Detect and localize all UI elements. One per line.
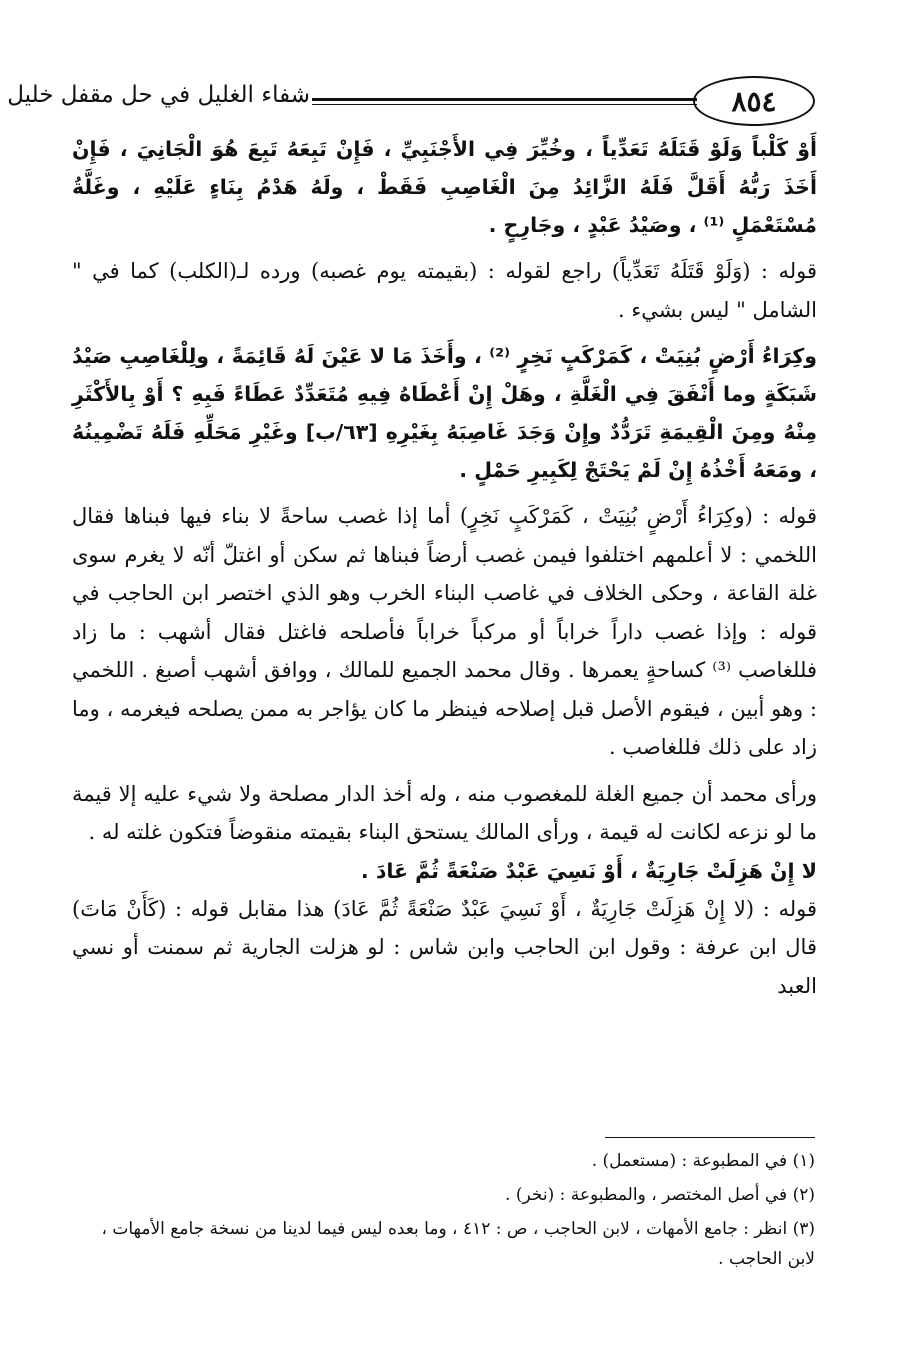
- footnote-3: (٣) انظر : جامع الأمهات ، لابن الحاجب ، ص : ٤١٢ ، وما بعده ليس فيما لدينا من نسخة جامع الأمهات ، لابن الحاجب .: [101, 1219, 815, 1269]
- matn-paragraph-1: أَوْ كَلْباً وَلَوْ قَتَلَهُ تَعَدِّياً ، وخُيِّرَ فِي الأَجْنَبِيِّ ، فَإِنْ تَبِعَهُ تَبِعَ هُوَ الْجَانِيَ ، فَإِنْ أَخَذَ رَبُّهُ أَقَلَّ فَلَهُ الزَّائِدُ مِنَ الْغَاصِبِ فَقَطْ ، ولَهُ هَدْمُ بِنَاءٍ عَلَيْهِ ، وغَلَّةُ مُسْتَعْمَلٍ ⁽¹⁾ ، وصَيْدُ عَبْدٍ ، وجَارِحٍ .: [72, 137, 817, 237]
- footnote-separator: [605, 1137, 815, 1138]
- commentary-paragraph-4: قوله : (لا إِنْ هَزِلَتْ جَارِيَةٌ ، أَوْ نَسِيَ عَبْدٌ صَنْعَةً ثُمَّ عَادَ) هذا مقابل قوله : (كَأَنْ مَاتَ) قال ابن عرفة : وقول ابن الحاجب وابن شاس : لو هزلت الجارية ثم سمنت أو نسي العبد: [72, 896, 817, 998]
- footnote-2: (٢) في أصل المختصر ، والمطبوعة : (نخر) .: [505, 1185, 815, 1205]
- commentary-paragraph-3: ورأى محمد أن جميع الغلة للمغصوب منه ، وله أخذ الدار مصلحة ولا شيء عليه إلا قيمة ما لو نزعه لكانت له قيمة ، ورأى المالك يستحق البناء بقيمته منقوضاً فتكون غلته له .: [72, 781, 817, 844]
- header-rule-thin: [312, 104, 697, 105]
- page-number: ٨٥٤: [693, 76, 815, 126]
- header-rule: [312, 98, 697, 101]
- matn-paragraph-2: وكِرَاءُ أَرْضٍ بُنِيَتْ ، كَمَرْكَبٍ نَخِرٍ ⁽²⁾ ، وأَخَذَ مَا لا عَيْنَ لَهُ قَائِمَةً ، ولِلْغَاصِبِ صَيْدُ شَبَكَةٍ وما أَنْفَقَ فِي الْغَلَّةِ ، وهَلْ إِنْ أَعْطَاهُ فِيهِ مُتَعَدِّدٌ عَطَاءً فَبِهِ ؟ أَوْ بِالأَكْثَرِ مِنْهُ ومِنَ الْقِيمَةِ تَرَدُّدٌ وإِنْ وَجَدَ غَاصِبَهُ بِغَيْرِهِ [٦٣/ب] وغَيْرِ مَحَلِّهِ فَلَهُ تَضْمِينُهُ ، ومَعَهُ أَخْذُهُ إِنْ لَمْ يَحْتَجْ لِكَبِيرِ حَمْلٍ .: [72, 344, 818, 482]
- footnote-1: (١) في المطبوعة : (مستعمل) .: [591, 1151, 815, 1171]
- page-header: [7, 74, 815, 130]
- main-text: [72, 130, 817, 1005]
- matn-paragraph-3: لا إِنْ هَزِلَتْ جَارِيَةٌ ، أَوْ نَسِيَ عَبْدٌ صَنْعَةً ثُمَّ عَادَ .: [360, 858, 817, 883]
- footnotes: [80, 1146, 815, 1274]
- commentary-paragraph-2: قوله : (وكِرَاءُ أَرْضٍ بُنِيَتْ ، كَمَرْكَبٍ نَخِرٍ) أما إذا غصب ساحةً لا بناء فيها فبناها فقال اللخمي : لا أعلمهم اختلفوا فيمن غصب أرضاً فبناها ثم سكن أو اغتلّ أنّه لا يغرم سوى غلة القاعة ، وحكى الخلاف في غاصب البناء الخرب وهو الذي اختصر ابن الحاجب في قوله : وإذا غصب داراً خراباً أو مركباً خراباً فأصلحه فاغتل فقال أشهب : ما زاد فللغاصب ⁽³⁾ كساحةٍ يعمرها . وقال محمد الجميع للمالك ، ووافق أشهب أصبغ . اللخمي : وهو أبين ، فيقوم الأصل قبل إصلاحه فينظر ما كان يؤاجر به ممن يصلحه فيغرمه ، وما زاد على ذلك فللغاصب .: [72, 504, 817, 759]
- commentary-paragraph-1: قوله : (وَلَوْ قَتَلَهُ تَعَدِّياً) راجع لقوله : (بقيمته يوم غصبه) ورده لـ(الكلب) كما في " الشامل " ليس بشيء .: [72, 259, 817, 322]
- running-title: شفاء الغليل في حل مقفل خليل: [7, 82, 310, 108]
